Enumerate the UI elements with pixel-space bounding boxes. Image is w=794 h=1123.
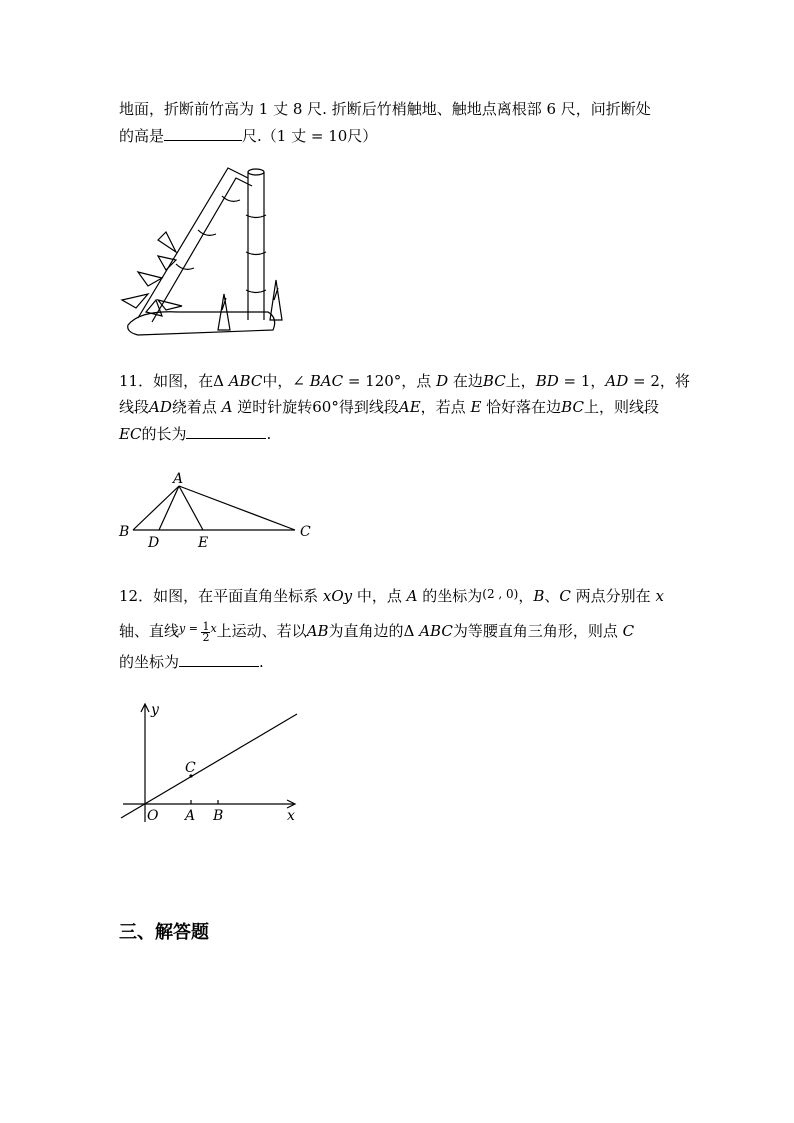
q11-v1: EC [119,425,142,443]
bamboo-figure [118,160,308,355]
q10-answer-blank[interactable] [164,126,242,141]
triangle-figure [115,468,325,553]
q12-t1: 12．如图，在平面直角坐标系 [119,587,323,605]
q12-line2 [119,620,634,643]
q11-u8: E [470,398,482,416]
q12-t3: 中，点 [352,587,407,605]
segment-ac [179,486,295,530]
q12-u12: 为等腰直角三角形，则点 [452,622,623,640]
q11-t3: ABC [228,372,263,390]
q12-u5: 2 [202,630,210,644]
q11-t6: BAC [309,372,344,390]
segment-ab [133,486,179,530]
q11-u4: A [221,398,233,416]
label-e: E [198,535,209,551]
q11-answer-blank[interactable] [186,424,266,439]
label-b: B [213,808,224,824]
q11-u7: ，若点 [420,398,471,416]
q11-t9: 在边 [448,372,483,390]
q11-u3: 绕着点 [171,398,222,416]
q11-t4: 中， [262,372,293,390]
q11-u10: BC [561,398,584,416]
q12-u2: y [179,622,186,635]
label-c: C [185,760,196,776]
q11-u2: AD [149,398,172,416]
q12-u13: C [622,622,635,640]
q12-u11: ABC [419,622,453,640]
segment-ae [179,486,203,530]
q11-t12: BD [535,372,559,390]
q12-u3: = [185,622,202,635]
label-c: C [300,524,311,540]
q12-u4: 1 [202,619,210,633]
label-a: A [173,471,184,487]
q11-u11: 上，则线段 [583,398,659,416]
q11-t14: AD [605,372,629,390]
q12-t2: xOy [322,587,353,605]
q11-t10: BC [482,372,506,390]
q11-t7: = 120°，点 [343,372,437,390]
q11-line3 [119,424,271,443]
q11-v3: . [266,425,272,443]
q11-t15: = 2，将 [628,372,690,390]
label-o: O [147,808,159,824]
label-y: y [151,702,159,718]
section-heading: 三、解答题 [119,922,209,943]
q11-t1: 11．如图，在 [119,372,214,390]
q11-u6: AE [398,398,421,416]
q12-u1: 轴、直线 [119,622,180,640]
q11-t5: ∠ [292,372,305,390]
coordinate-figure [115,700,305,830]
q12-line3 [119,652,264,671]
q11-t2: Δ [213,372,224,390]
q11-line2 [119,398,659,416]
q12-line1 [119,585,664,605]
q11-u9: 恰好落在边 [481,398,562,416]
ground-patch [128,312,275,335]
q12-u8: AB [306,622,329,640]
q12-t12: x [655,587,664,605]
bamboo-leaves [122,232,182,316]
q11-t13: = 1， [558,372,606,390]
q11-line1 [119,372,690,390]
q10-text-2a: 的高是 [119,127,165,145]
q12-u10: Δ [403,622,415,640]
q12-u7: 上运动、若以 [216,622,307,640]
q12-u6: x [210,622,217,635]
q10-text-1: 地面，折断前竹高为 1 丈 8 尺. 折断后竹梢触地、触地点离根部 6 尺，问折断处 [119,100,651,118]
q12-t6: (2 , 0) [482,587,519,601]
label-b: B [119,524,130,540]
q11-v2: 的长为 [141,425,187,443]
q12-t9: 、 [544,587,560,605]
label-a: A [185,808,196,824]
q11-t11: 上， [505,372,536,390]
bamboo-broken-top [138,168,252,322]
q12-t4: A [406,587,418,605]
label-x: x [287,808,295,824]
q12-t7: ， [518,587,534,605]
q12-t11: 两点分别在 [570,587,656,605]
q12-answer-blank[interactable] [179,652,259,667]
q10-line1 [119,100,651,118]
q12-u9: 为直角边的 [328,622,404,640]
q11-t8: D [436,372,449,390]
bamboo-stalk [248,172,264,320]
segment-ad [159,486,179,530]
q12-t8: B [533,587,545,605]
label-d: D [148,535,160,551]
q12-t5: 的坐标为 [417,587,483,605]
q12-v1: 的坐标为 [119,653,180,671]
q11-u5: 逆时针旋转60°得到线段 [232,398,399,416]
q10-line2 [119,126,377,145]
q12-t10: C [559,587,571,605]
q11-u1: 线段 [119,398,150,416]
line-y-half-x [121,714,297,818]
q12-v2: . [259,653,264,671]
q10-text-2b: 尺.（1 丈 = 10尺） [242,127,378,145]
